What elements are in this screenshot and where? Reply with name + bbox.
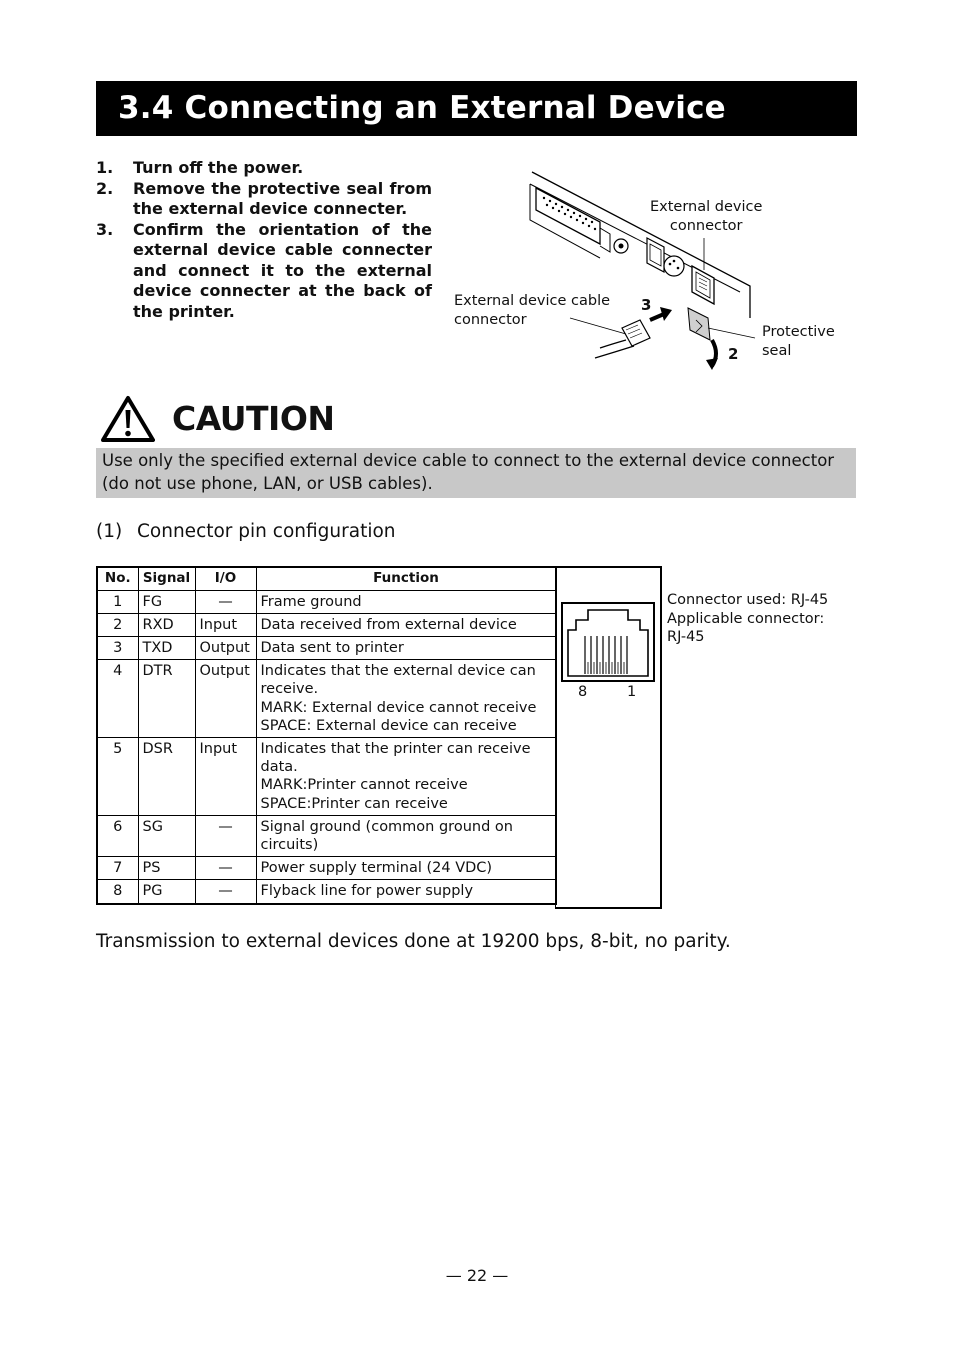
io-direction: Output bbox=[195, 660, 256, 738]
label-line: External device cable bbox=[454, 293, 611, 309]
table-row bbox=[97, 880, 556, 904]
function-line: Indicates that the printer can receive data. bbox=[260, 740, 531, 776]
step-text: Remove the protective seal from the external device connecter. bbox=[133, 178, 432, 218]
column-header: Function bbox=[256, 567, 556, 590]
pin-label-left: 8 bbox=[578, 684, 588, 700]
table-row bbox=[97, 857, 556, 880]
step-3 bbox=[96, 220, 432, 323]
function-line: Data sent to printer bbox=[260, 639, 404, 656]
protective-seal-label bbox=[762, 323, 835, 361]
signal-name: DTR bbox=[138, 660, 195, 738]
cable-connector-label bbox=[454, 292, 610, 330]
step-number: 3. bbox=[96, 219, 114, 239]
signal-name: PG bbox=[138, 880, 195, 904]
label-line: connector bbox=[454, 312, 527, 328]
table-header-row bbox=[97, 567, 556, 590]
io-direction: Output bbox=[195, 636, 256, 659]
signal-name: RXD bbox=[138, 613, 195, 636]
pin-number: 8 bbox=[97, 880, 138, 904]
io-direction: — bbox=[195, 815, 256, 856]
label-line: External device bbox=[650, 199, 763, 215]
table-row bbox=[97, 613, 556, 636]
function-description bbox=[256, 636, 556, 659]
function-description bbox=[256, 660, 556, 738]
db25-port-icon bbox=[536, 188, 610, 252]
function-description bbox=[256, 880, 556, 904]
pin-number: 2 bbox=[97, 613, 138, 636]
pin-number: 1 bbox=[97, 590, 138, 613]
step-2 bbox=[96, 179, 432, 220]
note-line: RJ-45 bbox=[667, 629, 705, 645]
io-direction: Input bbox=[195, 737, 256, 815]
rj45-connector-icon bbox=[561, 602, 655, 682]
signal-name: SG bbox=[138, 815, 195, 856]
warning-triangle-icon bbox=[101, 395, 155, 443]
io-direction: Input bbox=[195, 613, 256, 636]
label-line: connector bbox=[669, 218, 743, 234]
label-line: Protective bbox=[762, 324, 835, 340]
column-header: No. bbox=[97, 567, 138, 590]
function-description bbox=[256, 590, 556, 613]
pin-configuration-table bbox=[96, 566, 557, 905]
function-line: MARK:Printer cannot receive bbox=[260, 777, 468, 794]
step-number: 1. bbox=[96, 158, 114, 177]
transmission-note: Transmission to external devices done at 19200 bps, 8-bit, no parity. bbox=[96, 931, 731, 952]
external-device-connector-label bbox=[650, 198, 762, 236]
pin-number: 4 bbox=[97, 660, 138, 738]
signal-name: PS bbox=[138, 857, 195, 880]
pin-number: 7 bbox=[97, 857, 138, 880]
caution-box: Use only the specified external device cable to connect to the external device connector (do not use phone, LAN, or USB cables). bbox=[96, 448, 856, 498]
caution-heading: CAUTION bbox=[172, 399, 335, 438]
step-text: Turn off the power. bbox=[133, 158, 304, 177]
table-row bbox=[97, 636, 556, 659]
table-row bbox=[97, 737, 556, 815]
column-header: I/O bbox=[195, 567, 256, 590]
table-row bbox=[97, 815, 556, 856]
note-line: Connector used: RJ-45 bbox=[667, 592, 829, 608]
label-line: seal bbox=[762, 343, 792, 359]
pin-number: 5 bbox=[97, 737, 138, 815]
steps-list bbox=[96, 158, 432, 322]
signal-name: TXD bbox=[138, 636, 195, 659]
table-row bbox=[97, 660, 556, 738]
function-line: Signal ground (common ground on circuits) bbox=[260, 818, 513, 853]
column-header: Signal bbox=[138, 567, 195, 590]
function-line: Flyback line for power supply bbox=[260, 883, 474, 900]
step-text: Confirm the orientation of the external device cable connecter and connect it to the external device connecter at the back of the printer. bbox=[133, 219, 432, 321]
step-1 bbox=[96, 158, 432, 179]
io-direction: — bbox=[195, 880, 256, 904]
function-line: Power supply terminal (24 VDC) bbox=[260, 860, 493, 877]
io-direction: — bbox=[195, 590, 256, 613]
step-number: 2. bbox=[96, 178, 114, 198]
page-number: — 22 — bbox=[445, 1266, 509, 1285]
function-line: SPACE:Printer can receive bbox=[260, 795, 448, 812]
subsection-heading bbox=[96, 520, 396, 544]
connector-note bbox=[667, 591, 828, 647]
function-line: Frame ground bbox=[260, 593, 362, 610]
subsection-title: Connector pin configuration bbox=[137, 521, 396, 542]
function-description bbox=[256, 857, 556, 880]
note-line: Applicable connector: bbox=[667, 610, 825, 627]
signal-name: FG bbox=[138, 590, 195, 613]
section-title: 3.4 Connecting an External Device bbox=[96, 81, 857, 136]
subsection-number: (1) bbox=[96, 521, 123, 542]
function-line: Data received from external device bbox=[260, 616, 517, 633]
callout-2: 2 bbox=[728, 345, 739, 363]
function-line: SPACE: External device can receive bbox=[260, 717, 517, 734]
callout-3: 3 bbox=[641, 296, 652, 314]
function-description bbox=[256, 737, 556, 815]
function-description bbox=[256, 613, 556, 636]
pin-number: 3 bbox=[97, 636, 138, 659]
table-row bbox=[97, 590, 556, 613]
io-direction: — bbox=[195, 857, 256, 880]
function-description bbox=[256, 815, 556, 856]
signal-name: DSR bbox=[138, 737, 195, 815]
pin-number: 6 bbox=[97, 815, 138, 856]
function-line: Indicates that the external device can receive. bbox=[260, 663, 536, 698]
function-line: MARK: External device cannot receive bbox=[260, 699, 537, 716]
pin-label-right: 1 bbox=[627, 684, 637, 700]
connection-diagram bbox=[450, 168, 850, 378]
